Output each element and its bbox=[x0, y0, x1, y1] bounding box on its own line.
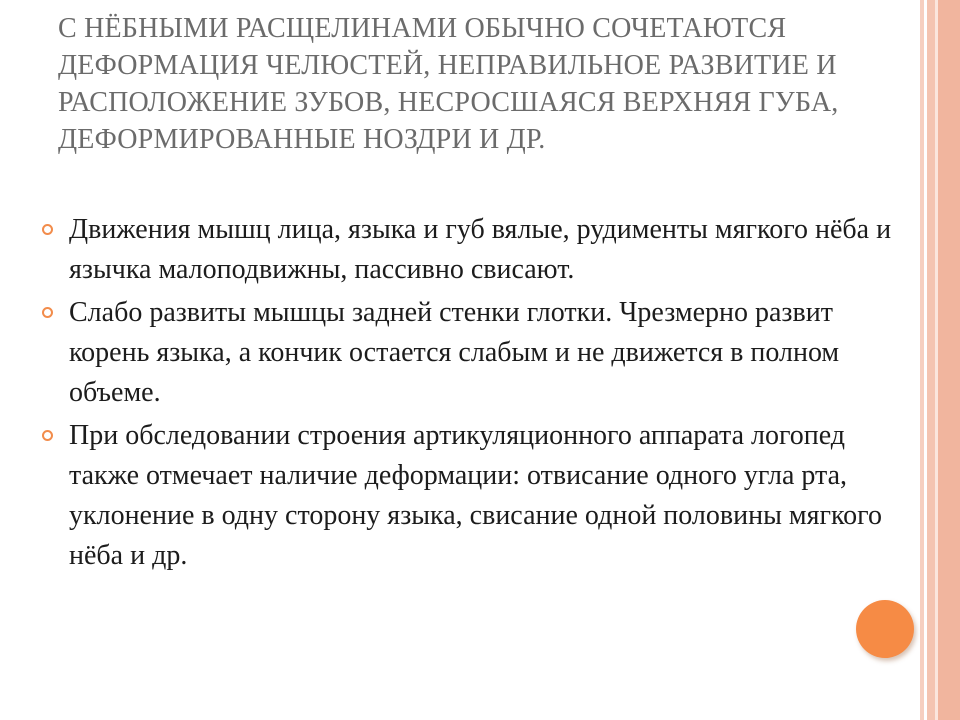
slide-title: С НЁБНЫМИ РАСЩЕЛИНАМИ ОБЫЧНО СОЧЕТАЮТСЯ ДЕФОРМАЦИЯ ЧЕЛЮСТЕЙ, НЕПРАВИЛЬНОЕ РАЗВИТИЕ И РАСПОЛОЖЕНИЕ ЗУБОВ, НЕСРОСШАЯСЯ ВЕРХНЯЯ ГУБА, ДЕФОРМИРОВАННЫЕ НОЗДРИ И ДР. bbox=[58, 13, 839, 155]
bullet-item bbox=[42, 293, 902, 413]
bullet-text: Слабо развиты мышцы задней стенки глотки. Чрезмерно развит корень языка, а кончик остается слабым и не движется в полном объеме. bbox=[69, 297, 840, 408]
bullet-text: Движения мышц лица, языка и губ вялые, рудименты мягкого нёба и язычка малоподвижны, пассивно свисают. bbox=[69, 214, 892, 285]
hollow-circle-bullet-icon bbox=[42, 224, 53, 235]
right-stripe-decoration bbox=[938, 0, 960, 720]
hollow-circle-bullet-icon bbox=[42, 430, 53, 441]
right-stripe-decoration bbox=[920, 0, 924, 720]
bullet-item bbox=[42, 210, 902, 290]
bullet-text: При обследовании строения артикуляционного аппарата логопед также отмечает наличие деформации: отвисание одного угла рта, уклонение в одну сторону языка, свисание одной половины мягкого нёба и др. bbox=[69, 420, 882, 571]
hollow-circle-bullet-icon bbox=[42, 307, 53, 318]
bullet-list bbox=[42, 210, 902, 579]
right-stripe-decoration bbox=[927, 0, 935, 720]
orange-circle-icon bbox=[856, 600, 914, 658]
bullet-item bbox=[42, 416, 902, 576]
